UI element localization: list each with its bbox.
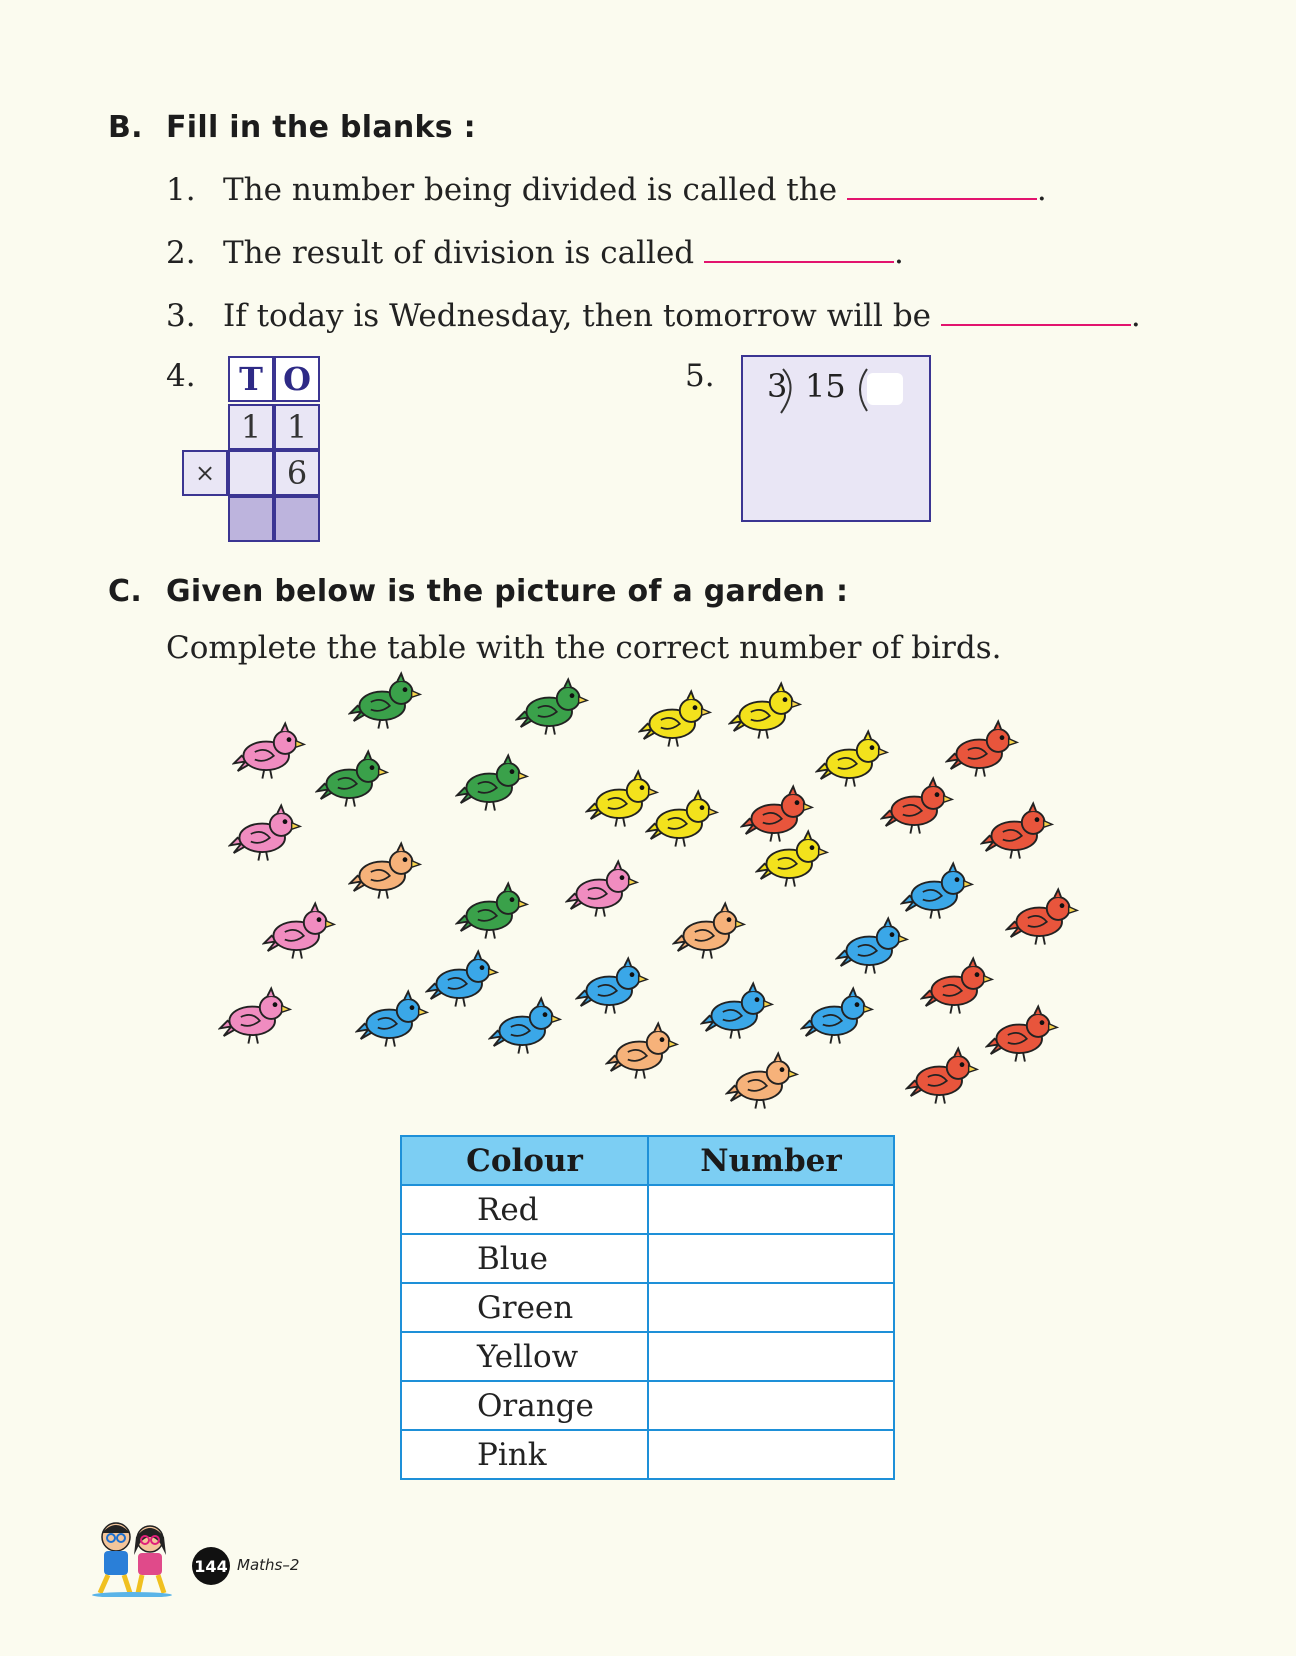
question-2-number: 2. — [166, 235, 196, 271]
row1-ones: 1 — [274, 404, 320, 450]
multiply-sign: × — [182, 450, 228, 496]
table-row — [401, 1332, 894, 1381]
section-b-letter: B. — [108, 110, 143, 145]
question-4-number: 4. — [166, 358, 196, 394]
question-2-period: . — [894, 235, 904, 271]
question-1-period: . — [1036, 172, 1047, 208]
answer-tens-box[interactable] — [228, 496, 274, 542]
question-3-number: 3. — [166, 298, 196, 334]
red-bird-icon — [880, 775, 956, 839]
question-3-text — [223, 298, 1141, 334]
question-1-number: 1. — [166, 172, 196, 208]
colour-column-header: Colour — [401, 1136, 648, 1185]
pink-bird-icon — [232, 720, 308, 784]
green-bird-icon — [455, 880, 531, 944]
green-bird-icon — [315, 748, 391, 812]
pink-bird-icon — [565, 858, 641, 922]
table-header-row — [401, 1136, 894, 1185]
colour-cell: Orange — [401, 1381, 648, 1430]
children-mascot-icon — [86, 1515, 178, 1597]
green-bird-icon — [348, 670, 424, 734]
table-row — [401, 1234, 894, 1283]
question-3-blank[interactable] — [941, 304, 1131, 326]
number-column-header: Number — [648, 1136, 894, 1185]
yellow-bird-icon — [645, 788, 721, 852]
page-number-badge: 144 — [192, 1547, 230, 1585]
table-row — [401, 1430, 894, 1479]
table-row — [401, 1185, 894, 1234]
red-bird-icon — [980, 800, 1056, 864]
question-5-number: 5. — [685, 358, 715, 394]
section-c-letter: C. — [108, 574, 143, 609]
pink-bird-icon — [218, 985, 294, 1049]
question-2-label: The result of division is called — [223, 235, 695, 271]
tens-header: T — [228, 356, 274, 402]
table-row — [401, 1381, 894, 1430]
question-3-period: . — [1130, 298, 1141, 334]
blue-bird-icon — [575, 955, 651, 1019]
orange-bird-icon — [672, 900, 748, 964]
number-answer-cell[interactable] — [648, 1381, 894, 1430]
blue-bird-icon — [488, 995, 564, 1059]
row2-ones: 6 — [274, 450, 320, 496]
number-answer-cell[interactable] — [648, 1185, 894, 1234]
question-3-label: If today is Wednesday, then tomorrow will be — [223, 298, 932, 334]
question-1-text — [223, 172, 1047, 208]
blue-bird-icon — [800, 985, 876, 1049]
ones-header: O — [274, 356, 320, 402]
question-1-label: The number being divided is called the — [223, 172, 838, 208]
orange-bird-icon — [605, 1020, 681, 1084]
colour-cell: Red — [401, 1185, 648, 1234]
number-answer-cell[interactable] — [648, 1234, 894, 1283]
pink-bird-icon — [262, 900, 338, 964]
dividend: 15 — [805, 367, 846, 405]
orange-bird-icon — [725, 1050, 801, 1114]
row2-tens — [228, 450, 274, 496]
colour-cell: Green — [401, 1283, 648, 1332]
colour-cell: Yellow — [401, 1332, 648, 1381]
blue-bird-icon — [835, 915, 911, 979]
colour-cell: Pink — [401, 1430, 648, 1479]
orange-bird-icon — [348, 840, 424, 904]
section-c-instruction: Complete the table with the correct number of birds. — [166, 630, 1002, 666]
divisor: 3 — [767, 367, 788, 405]
blue-bird-icon — [700, 980, 776, 1044]
section-b-title: Fill in the blanks : — [166, 110, 476, 145]
red-bird-icon — [740, 783, 816, 847]
division-box — [741, 355, 931, 522]
yellow-bird-icon — [638, 688, 714, 752]
book-label: Maths–2 — [237, 1556, 300, 1574]
table-row — [401, 1283, 894, 1332]
number-answer-cell[interactable] — [648, 1283, 894, 1332]
question-1-blank[interactable] — [847, 178, 1037, 200]
green-bird-icon — [455, 752, 531, 816]
yellow-bird-icon — [728, 680, 804, 744]
answer-ones-box[interactable] — [274, 496, 320, 542]
number-answer-cell[interactable] — [648, 1332, 894, 1381]
pink-bird-icon — [228, 802, 304, 866]
birds-table — [400, 1135, 895, 1480]
quotient-answer-box[interactable] — [867, 373, 903, 405]
question-2-text — [223, 235, 904, 271]
row1-tens: 1 — [228, 404, 274, 450]
blue-bird-icon — [355, 988, 431, 1052]
red-bird-icon — [905, 1045, 981, 1109]
red-bird-icon — [985, 1003, 1061, 1067]
blue-bird-icon — [900, 860, 976, 924]
red-bird-icon — [945, 718, 1021, 782]
section-c-title: Given below is the picture of a garden : — [166, 574, 849, 609]
division-bracket-icon — [777, 365, 807, 417]
red-bird-icon — [1005, 886, 1081, 950]
question-2-blank[interactable] — [704, 241, 894, 263]
colour-cell: Blue — [401, 1234, 648, 1283]
green-bird-icon — [515, 676, 591, 740]
number-answer-cell[interactable] — [648, 1430, 894, 1479]
